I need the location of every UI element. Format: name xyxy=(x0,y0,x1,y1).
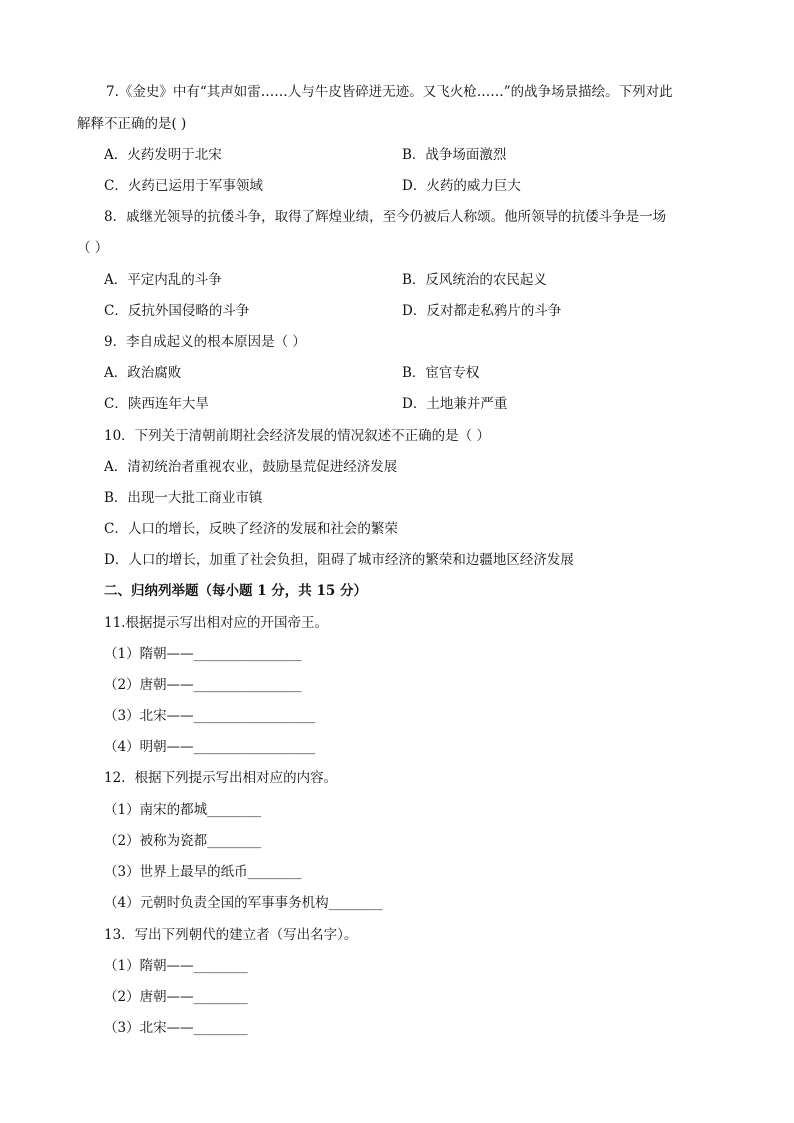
q13-stem: 13．写出下列朝代的建立者（写出名字）。 xyxy=(104,927,358,943)
q11-item-2: （2）唐朝——________________ xyxy=(104,677,302,693)
q12-item-2: （2）被称为瓷都________ xyxy=(104,833,262,849)
q7-option-a: A．火药发明于北宋 xyxy=(104,147,222,163)
q10-option-c: C．人口的增长，反映了经济的发展和社会的繁荣 xyxy=(104,521,398,537)
q7-option-c: C．火药已运用于军事领域 xyxy=(104,178,263,194)
q12-item-3: （3）世界上最早的纸币________ xyxy=(104,864,302,880)
q10-option-b: B．出现一大批工商业市镇 xyxy=(104,490,263,506)
q10-stem: 10．下列关于清朝前期社会经济发展的情况叙述不正确的是（ ） xyxy=(104,428,490,444)
q10-option-d: D．人口的增长，加重了社会负担，阻碍了城市经济的繁荣和边疆地区经济发展 xyxy=(104,552,574,568)
section-2-title: 二、归纳列举题（每小题 1 分，共 15 分） xyxy=(104,583,367,599)
q13-item-1: （1）隋朝——________ xyxy=(104,958,248,974)
q12-item-1: （1）南宋的都城________ xyxy=(104,802,262,818)
q11-stem: 11.根据提示写出相对应的开国帝王。 xyxy=(104,615,328,631)
q9-stem: 9．李自成起义的根本原因是（ ） xyxy=(104,334,306,350)
q8-stem-line2: （ ） xyxy=(77,240,109,256)
q9-option-d: D．土地兼并严重 xyxy=(402,396,508,412)
q12-item-4: （4）元朝时负责全国的军事事务机构________ xyxy=(104,895,383,911)
q11-item-1: （1）隋朝——________________ xyxy=(104,646,302,662)
q7-stem-line2: 解释不正确的是( ) xyxy=(77,116,187,132)
q12-stem: 12．根据下列提示写出相对应的内容。 xyxy=(104,770,338,786)
q7-option-d: D．火药的威力巨大 xyxy=(402,178,521,194)
q9-option-a: A．政治腐败 xyxy=(104,365,182,381)
q8-option-a: A．平定内乱的斗争 xyxy=(104,272,222,288)
q10-option-a: A．清初统治者重视农业，鼓励垦荒促进经济发展 xyxy=(104,459,398,475)
q8-stem-line1: 8．戚继光领导的抗倭斗争，取得了辉煌业绩，至今仍被后人称颂。他所领导的抗倭斗争是一场 xyxy=(104,209,667,225)
q9-option-b: B．宦官专权 xyxy=(402,365,480,381)
q7-option-b: B．战争场面激烈 xyxy=(402,147,507,163)
q7-stem-line1: 7.《金史》中有“其声如雷……人与牛皮皆碎迸无迹。又飞火枪……”的战争场景描绘。下列对此 xyxy=(106,84,673,100)
q11-item-4: （4）明朝——__________________ xyxy=(104,739,316,755)
q8-option-c: C．反抗外国侵略的斗争 xyxy=(104,303,250,319)
q13-item-2: （2）唐朝——________ xyxy=(104,989,248,1005)
q8-option-d: D．反对都走私鸦片的斗争 xyxy=(402,303,562,319)
q11-item-3: （3）北宋——__________________ xyxy=(104,708,316,724)
q9-option-c: C．陕西连年大旱 xyxy=(104,396,209,412)
q13-item-3: （3）北宋——________ xyxy=(104,1020,248,1036)
q8-option-b: B．反风统治的农民起义 xyxy=(402,272,547,288)
